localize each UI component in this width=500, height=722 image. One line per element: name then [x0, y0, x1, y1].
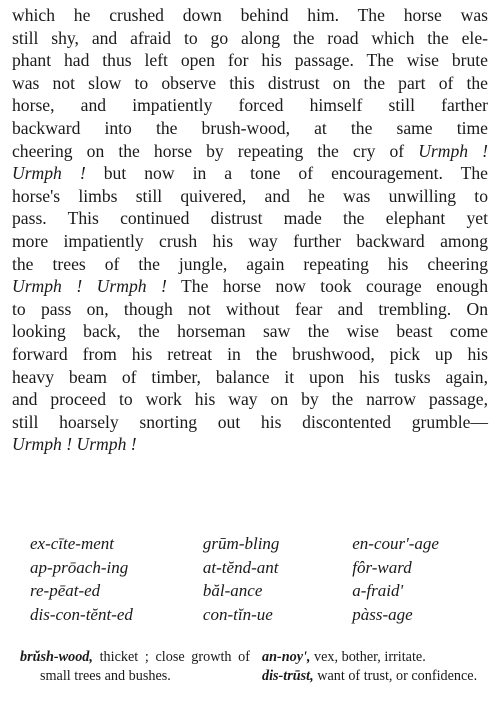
vocabulary-word: ex-cīte-ment [30, 534, 114, 553]
passage-line: more impatiently crush his way further backward among [12, 230, 488, 251]
passage-line: horse's limbs still quivered, and he was unwilling to [12, 185, 488, 206]
glossary-entry [262, 648, 488, 667]
passage-text: but now in a tone of encouragement. The [85, 163, 488, 184]
urmph-cry: Urmph ! [12, 163, 86, 184]
vocabulary-word: con-tĭn-ue [202, 604, 273, 624]
passage-line: and proceed to work his way on by the narrow passage, [12, 389, 488, 410]
glossary-term: brŭsh-wood, [20, 649, 93, 665]
passage-line: which he crushed down behind him. The horse was [12, 5, 488, 25]
vocabulary-word: pàss-age [352, 604, 413, 624]
passage-line: forward from his retreat in the brushwood, pick up his [12, 343, 488, 364]
glossary-entry [262, 667, 488, 686]
glossary-term: an-noy', [262, 649, 311, 665]
passage-line [12, 140, 488, 163]
vocabulary-word: a-fraid' [352, 581, 404, 601]
vocabulary-list [30, 532, 480, 626]
vocabulary-word: ap-prōach-ing [30, 557, 129, 577]
glossary-column-left [20, 648, 250, 685]
vocabulary-word: fôr-ward [352, 557, 412, 577]
vocabulary-row [30, 579, 480, 603]
vocabulary-word: grūm-bling [202, 534, 280, 553]
story-passage [12, 4, 488, 456]
passage-line [12, 275, 488, 298]
glossary-term: dis-trūst, [262, 667, 314, 684]
passage-line: horse, and impatiently forced himself still farther [12, 95, 488, 116]
urmph-cry: Urmph ! Urmph ! [12, 434, 137, 455]
vocabulary-row [30, 532, 480, 556]
passage-line: looking back, the horseman saw the wise beast come [12, 321, 488, 342]
passage-text: The horse now took courage enough [166, 276, 488, 297]
passage-line: was not slow to observe this distrust on the part of the [12, 72, 488, 93]
vocabulary-word: dis-con-tĕnt-ed [30, 604, 133, 624]
vocabulary-row [30, 603, 480, 627]
passage-line: still hoarsely snorting out his discontented grumble— [12, 411, 488, 432]
passage-line: phant had thus left open for his passage. The wise brute [12, 50, 488, 71]
glossary-definition: vex, bother, irritate. [310, 649, 426, 665]
vocabulary-word: băl-ance [202, 581, 263, 601]
passage-text: cheering on the horse by repeating the cry of [12, 140, 419, 161]
passage-line: to pass on, though not without fear and trembling. On [12, 298, 488, 319]
passage-line [12, 433, 488, 456]
vocabulary-word: en-cour'-age [352, 534, 439, 553]
passage-line: still shy, and afraid to go along the road which the ele- [12, 27, 488, 48]
glossary-entry [20, 648, 250, 685]
vocabulary-word: at-tĕnd-ant [202, 557, 279, 577]
passage-line: backward into the brush-wood, at the same time [12, 117, 488, 138]
glossary-definition: want of trust, or confidence. [313, 667, 478, 684]
glossary-definition: thicket ; close growth of small trees and bushes. [40, 649, 250, 684]
passage-line: heavy beam of timber, balance it upon his tusks again, [12, 366, 488, 387]
urmph-cry: Urmph ! Urmph ! [12, 276, 167, 297]
passage-line [12, 162, 488, 185]
passage-line: the trees of the jungle, again repeating his cheering [12, 253, 488, 274]
vocabulary-word: re-pēat-ed [30, 581, 101, 601]
glossary-column-right [262, 648, 488, 685]
urmph-cry: Urmph ! [418, 140, 488, 161]
vocabulary-row [30, 556, 480, 580]
passage-line: pass. This continued distrust made the elephant yet [12, 208, 488, 229]
